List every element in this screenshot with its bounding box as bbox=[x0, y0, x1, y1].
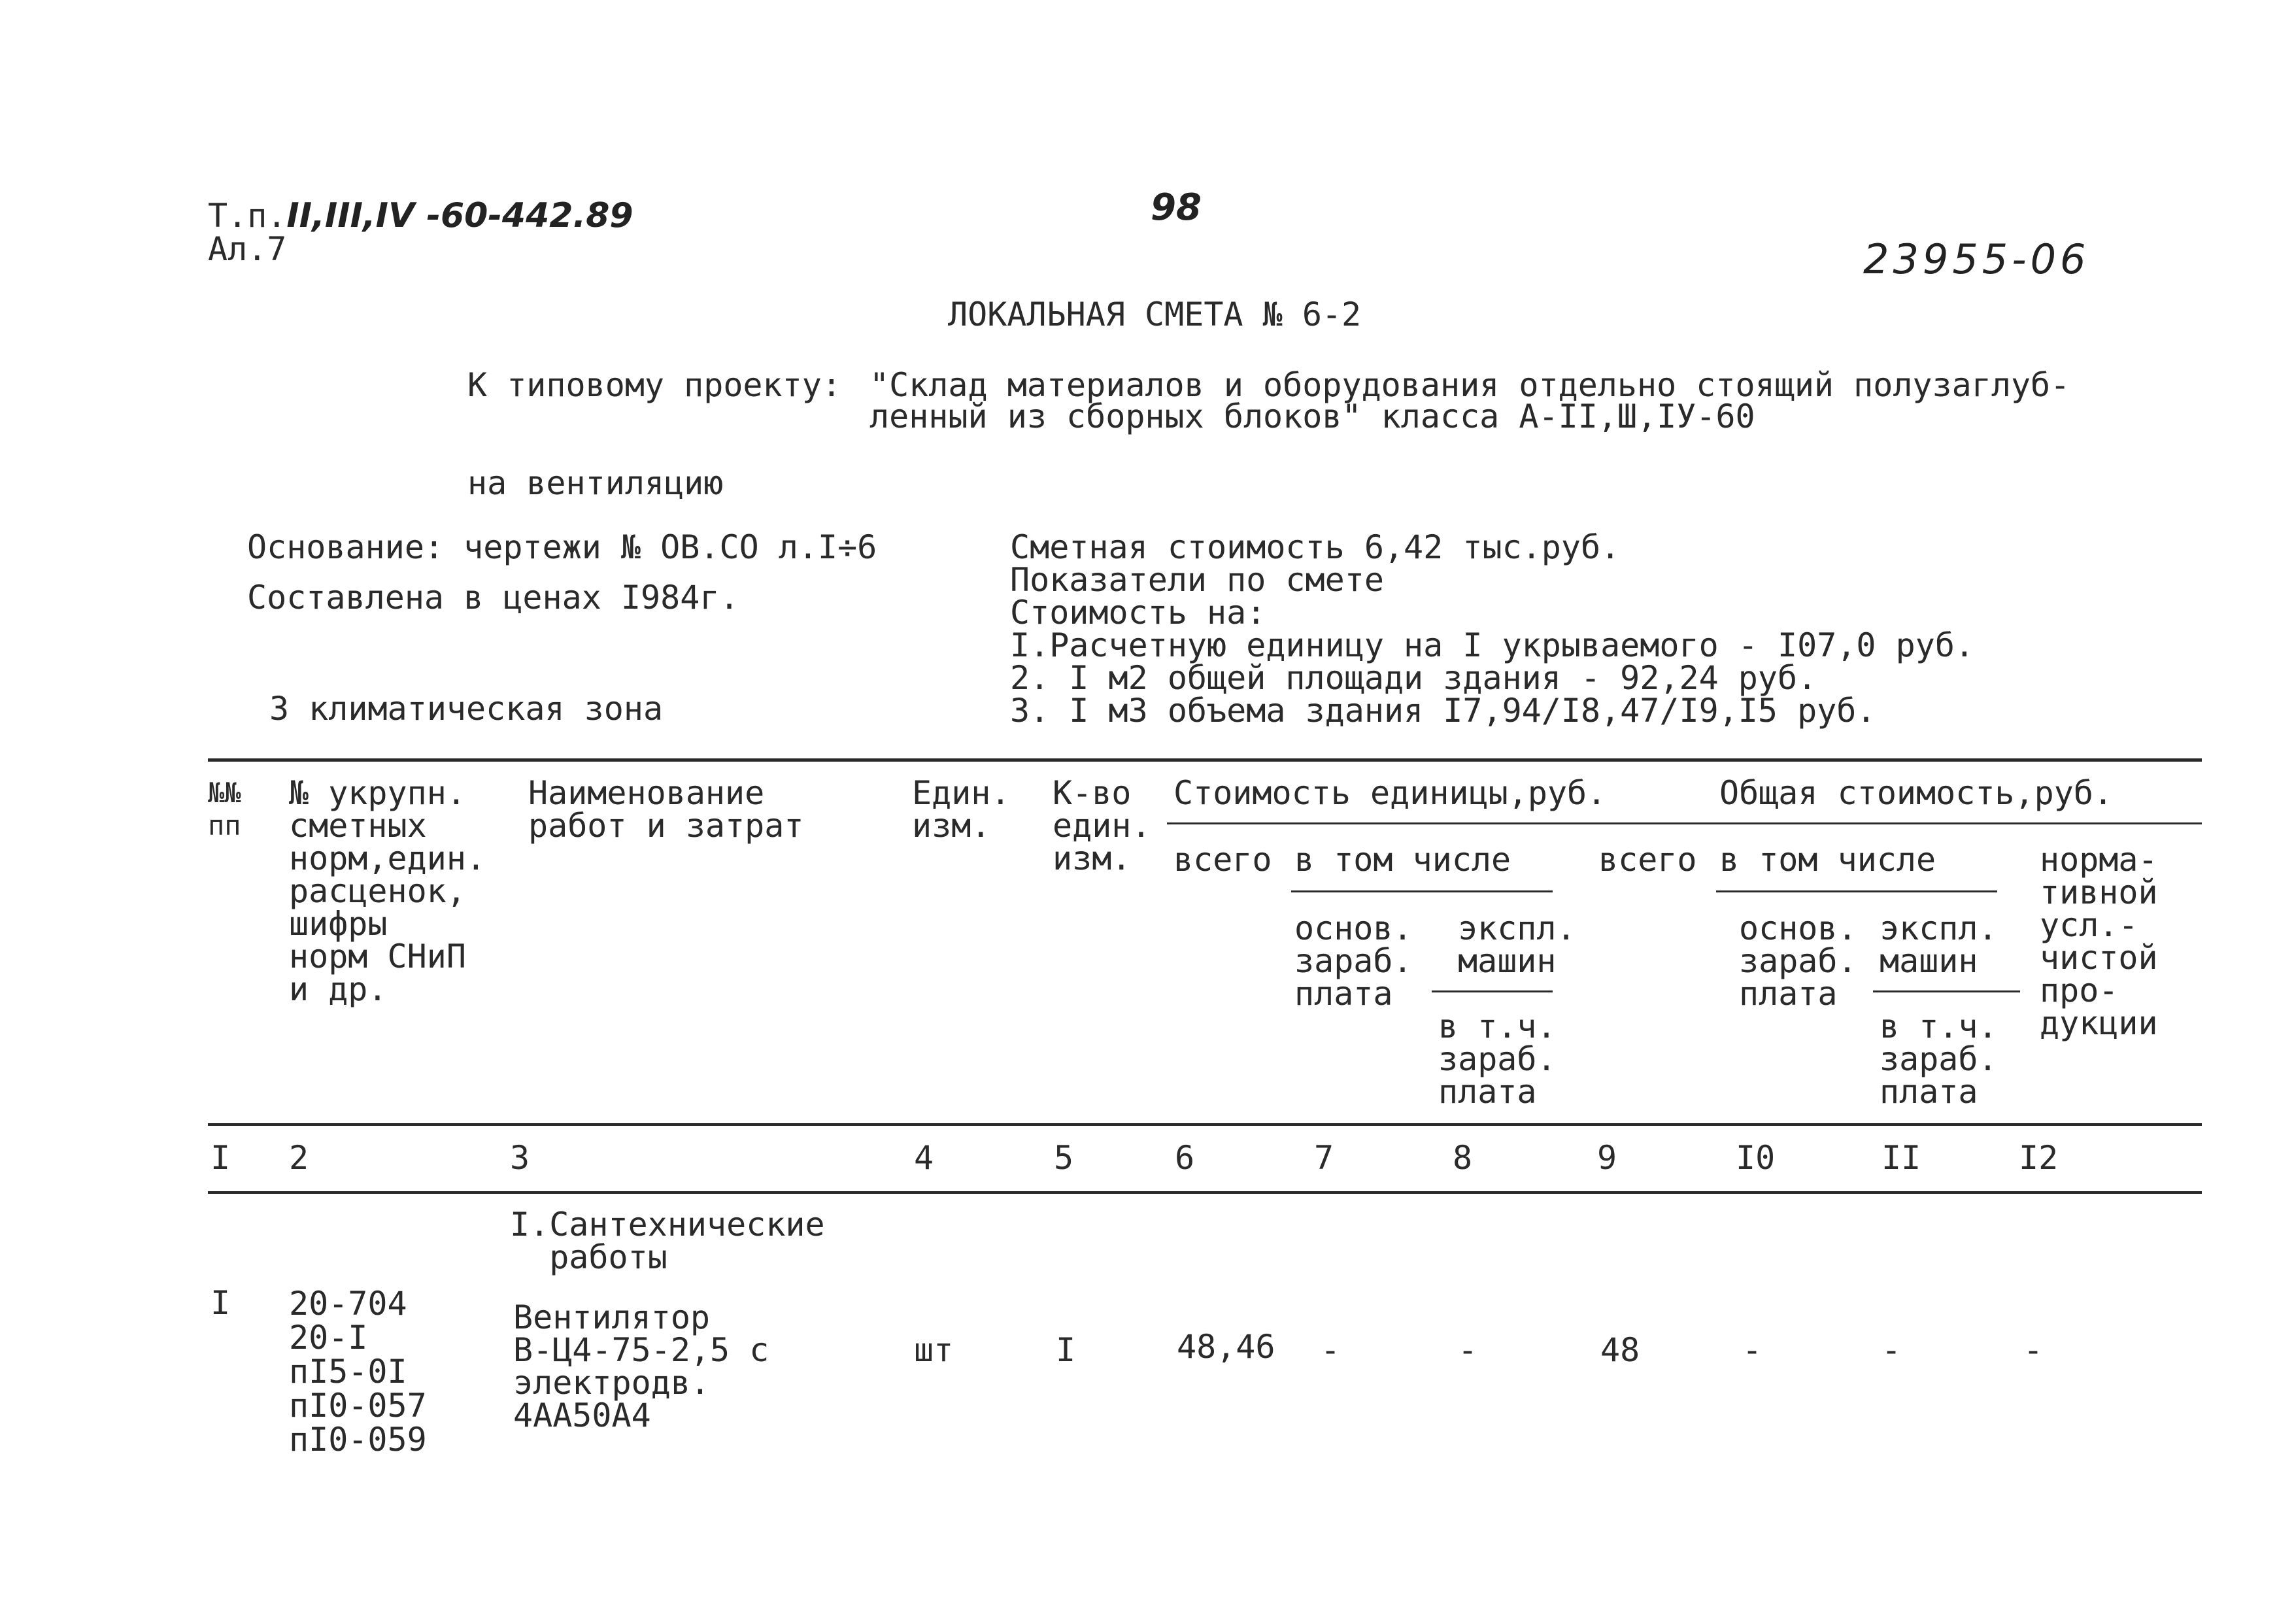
column-number-1: I bbox=[211, 1139, 231, 1177]
header-total-machines: экспл. машин bbox=[1880, 909, 1998, 980]
document-title: ЛОКАЛЬНАЯ СМЕТА № 6-2 bbox=[948, 296, 1362, 333]
header-total-cost: Общая стоимость,руб. bbox=[1719, 774, 2114, 812]
indicator-item-2: 2. I м2 общей площади здания - 92,24 руб. bbox=[1010, 659, 1817, 697]
climate-zone: 3 климатическая зона bbox=[269, 690, 664, 728]
row-unit-machines: - bbox=[1458, 1331, 1478, 1369]
header-quantity: К-во един. изм. bbox=[1053, 774, 1151, 877]
column-number-3: 3 bbox=[510, 1139, 530, 1177]
unit-incl-rule bbox=[1291, 890, 1553, 892]
column-number-7: 7 bbox=[1314, 1139, 1334, 1177]
header-norm-codes: № укрупн. сметных норм,един. расценок, шифры норм СНиП и др. bbox=[289, 774, 486, 1008]
album-number: Ал.7 bbox=[208, 230, 287, 268]
header-total-machine-wage: в т.ч. зараб. плата bbox=[1880, 1007, 1998, 1111]
project-reference-print: Т.п. bbox=[208, 197, 287, 235]
total-machine-rule bbox=[1873, 990, 2020, 992]
header-unit-including: в том числе bbox=[1294, 841, 1511, 879]
table-top-rule bbox=[208, 758, 2202, 762]
header-bottom-rule bbox=[208, 1123, 2202, 1126]
document-number: 23955-06 bbox=[1863, 235, 2090, 283]
header-unit-machine-wage: в т.ч. зараб. плата bbox=[1438, 1007, 1557, 1111]
header-normative: норма- тивной усл.- чистой про- дукции bbox=[2040, 841, 2158, 1042]
column-numbers-rule bbox=[208, 1191, 2202, 1194]
column-number-12: I2 bbox=[2019, 1139, 2059, 1177]
row-unit-wage: - bbox=[1321, 1331, 1341, 1369]
column-number-2: 2 bbox=[289, 1139, 309, 1177]
indicator-item-1: I.Расчетную единицу на I укрываемого - I07,0 руб. bbox=[1010, 626, 1975, 664]
row-unit-total: 48,46 bbox=[1177, 1328, 1275, 1366]
unit-cost-rule bbox=[1167, 822, 2202, 824]
basis: Основание: чертежи № ОВ.СО л.I÷6 bbox=[247, 528, 877, 566]
header-unit-base-wage: основ. зараб. плата bbox=[1294, 909, 1413, 1013]
row-total: 48 bbox=[1600, 1331, 1640, 1369]
header-row-number: №№ пп bbox=[208, 777, 241, 841]
project-reference bbox=[208, 196, 633, 235]
header-unit-cost: Стоимость единицы,руб. bbox=[1173, 774, 1607, 812]
page-number: 98 bbox=[1151, 186, 1202, 229]
estimate-cost: Сметная стоимость 6,42 тыс.руб. bbox=[1010, 528, 1621, 566]
row-unit: шт bbox=[914, 1331, 954, 1369]
row-total-wage: - bbox=[1742, 1331, 1763, 1369]
header-total-base-wage: основ. зараб. плата bbox=[1739, 909, 1857, 1013]
project-name-line1: "Склад материалов и оборудования отдельно стоящий полузаглуб- bbox=[869, 366, 2070, 404]
column-number-10: I0 bbox=[1736, 1139, 1776, 1177]
row-normative: - bbox=[2023, 1331, 2044, 1369]
project-label: К типовому проекту: bbox=[467, 366, 841, 404]
header-work-name: Наименование работ и затрат bbox=[528, 774, 804, 845]
header-unit-total: всего bbox=[1173, 841, 1272, 879]
column-number-11: II bbox=[1881, 1139, 1921, 1177]
row-work-name: Вентилятор В-Ц4-75-2,5 с электродв. 4АА50А4 bbox=[513, 1298, 769, 1434]
row-quantity: I bbox=[1056, 1331, 1076, 1369]
row-total-machines: - bbox=[1881, 1331, 1902, 1369]
indicator-item-3: 3. I м3 объема здания I7,94/I8,47/I9,I5 руб. bbox=[1010, 692, 1876, 730]
column-number-9: 9 bbox=[1597, 1139, 1617, 1177]
total-incl-rule bbox=[1716, 890, 1997, 892]
column-number-4: 4 bbox=[914, 1139, 934, 1177]
column-number-6: 6 bbox=[1175, 1139, 1195, 1177]
header-total-including: в том числе bbox=[1719, 841, 1936, 879]
column-number-5: 5 bbox=[1054, 1139, 1074, 1177]
row-norm-codes: 20-704 20-I пI5-0I пI0-057 пI0-059 bbox=[289, 1285, 427, 1459]
row-number: I bbox=[211, 1284, 231, 1322]
estimate-cost-on: Стоимость на: bbox=[1010, 594, 1266, 632]
header-unit: Един. изм. bbox=[912, 774, 1011, 845]
column-number-8: 8 bbox=[1453, 1139, 1473, 1177]
project-name-line2: ленный из сборных блоков" класса А-II,Ш,IУ-60 bbox=[869, 398, 1755, 435]
section-title: I.Сантехнические работы bbox=[510, 1206, 825, 1276]
header-total-total: всего bbox=[1598, 841, 1697, 879]
price-base: Составлена в ценах I984г. bbox=[247, 579, 739, 617]
project-reference-handwritten: II,III,IV -60-442.89 bbox=[286, 196, 633, 235]
header-unit-machines: экспл. машин bbox=[1458, 909, 1576, 980]
unit-machine-rule bbox=[1432, 990, 1553, 992]
estimate-indicators: Показатели по смете bbox=[1010, 561, 1384, 599]
estimate-purpose: на вентиляцию bbox=[467, 464, 724, 502]
